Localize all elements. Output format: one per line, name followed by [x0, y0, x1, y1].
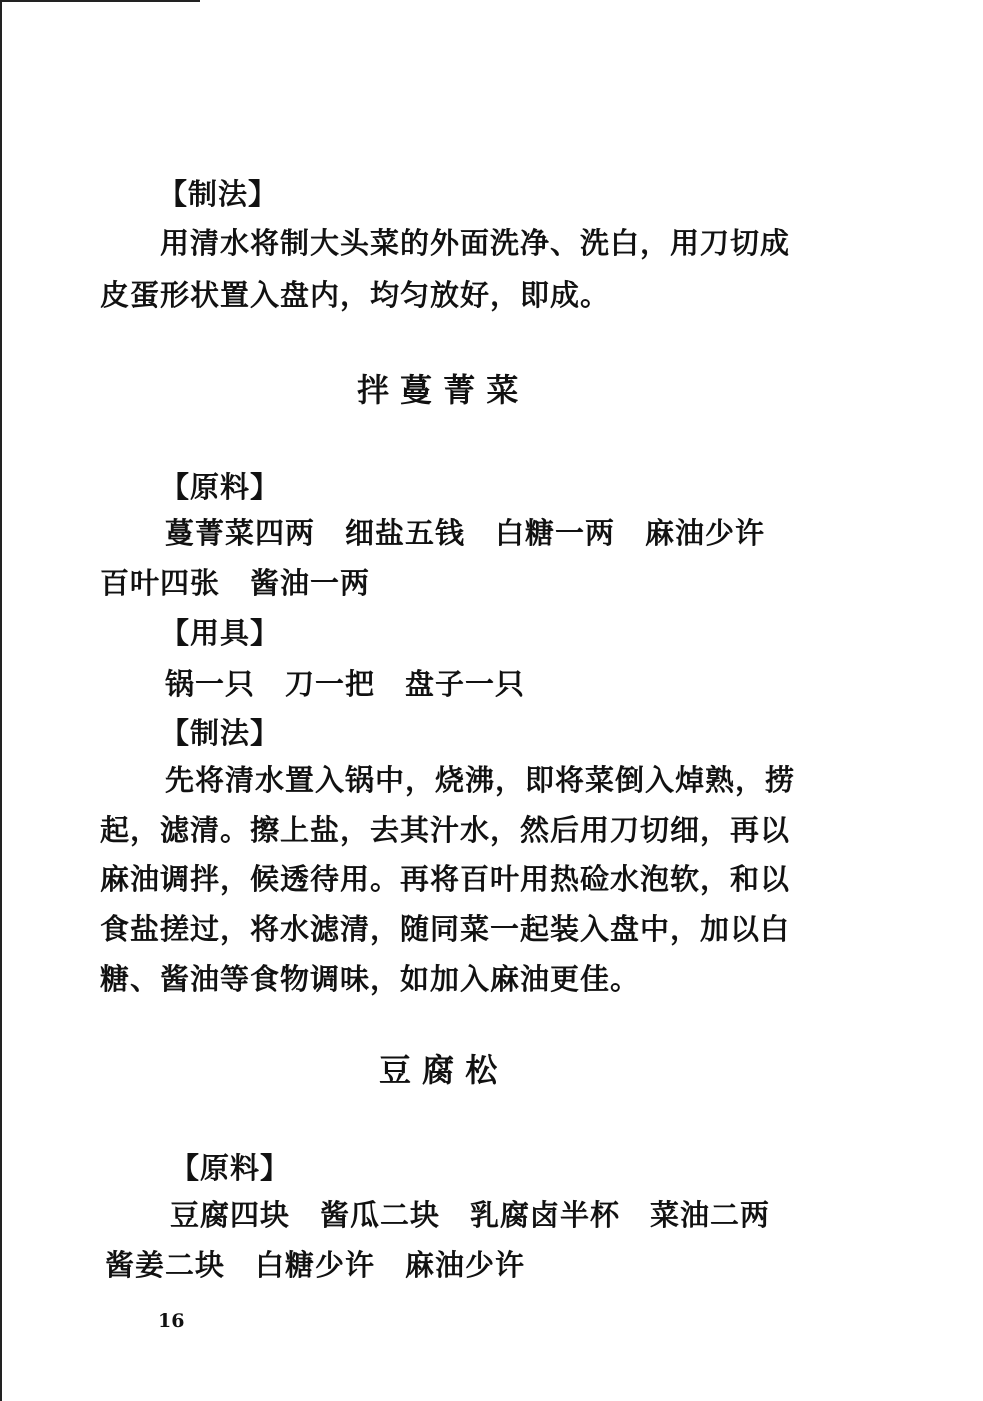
method-line: 先将清水置入锅中，烧沸，即将菜倒入焯熟，捞: [165, 763, 796, 797]
ingredients-line: 酱姜二块 白糖少许 麻油少许: [105, 1248, 526, 1282]
method-line: 麻油调拌，候透待用。再将百叶用热硷水泡软，和以: [100, 862, 791, 896]
ingredients-heading: 【原料】: [170, 1151, 291, 1185]
method-heading: 【制法】: [158, 177, 279, 211]
ingredients-line: 豆腐四块 酱瓜二块 乳腐卤半杯 菜油二两: [170, 1198, 771, 1232]
method-line: 糖、酱油等食物调味，如加入麻油更佳。: [100, 962, 641, 996]
ingredients-heading: 【原料】: [160, 470, 281, 504]
scan-left-edge: [0, 0, 2, 1401]
method-line: 起，滤清。擦上盐，去其汁水，然后用刀切细，再以: [100, 813, 791, 847]
ingredients-line: 蔓菁菜四两 细盐五钱 白糖一两 麻油少许: [165, 516, 766, 550]
tools-line: 锅一只 刀一把 盘子一只: [165, 667, 526, 701]
tools-heading: 【用具】: [160, 616, 281, 650]
recipe-title: 拌 蔓 菁 菜: [357, 371, 519, 409]
ingredients-line: 百叶四张 酱油一两: [100, 566, 371, 600]
method-line: 食盐搓过，将水滤清，随同菜一起装入盘中，加以白: [100, 912, 791, 946]
page-number: 16: [158, 1310, 185, 1332]
method-line: 用清水将制大头菜的外面洗净、洗白，用刀切成: [160, 226, 791, 260]
method-heading: 【制法】: [160, 716, 281, 750]
scan-top-edge: [0, 0, 200, 2]
method-line: 皮蛋形状置入盘内，均匀放好，即成。: [100, 278, 611, 312]
recipe-title: 豆 腐 松: [379, 1051, 498, 1089]
